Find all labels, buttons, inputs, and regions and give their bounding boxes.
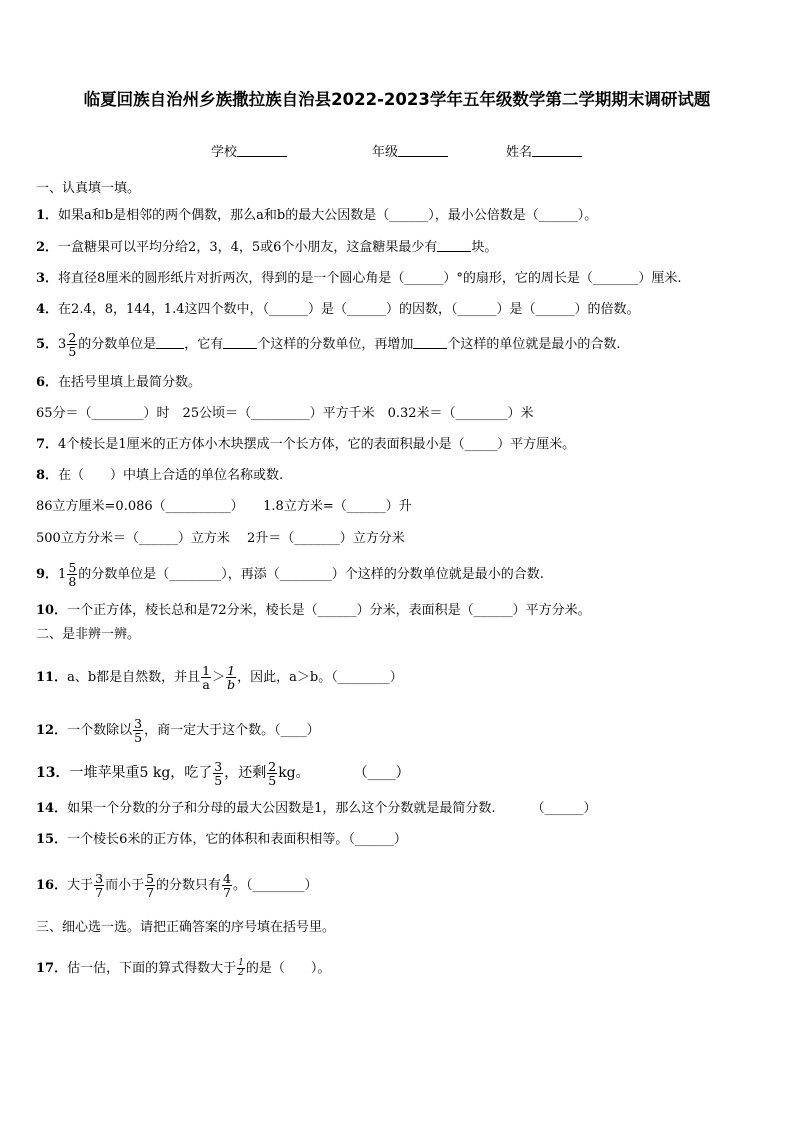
question-11 [36,663,403,693]
question-3 [36,271,681,287]
question-text: 在括号里填上最简分数。 [58,375,202,390]
question-text: 一个数除以 [67,723,133,738]
question-number: 15． [36,832,68,847]
mixed-whole: 1 [58,567,67,582]
question-text: 一盒糖果可以平均分给2，3，4，5或6个小朋友，这盒糖果最少有 [58,240,438,255]
page-title: 临夏回族自治州乡族撒拉族自治县2022-2023学年五年级数学第二学期期末调研试题 [83,90,711,109]
question-9 [36,561,544,588]
question-text: 个这样的分数单位，再增加 [257,337,414,352]
answer-blank[interactable] [437,239,471,252]
question-number: 2． [36,240,59,255]
question-text: 如果a和b是相邻的两个偶数，那么a和b的最大公因数是（______），最小公倍数是（______）。 [58,208,598,223]
question-text-end: ，商一定大于这个数。（____） [144,723,320,738]
mixed-whole: 3 [58,337,67,352]
question-text: 一堆苹果重5 kg，吃了 [69,765,213,781]
question-15 [36,832,407,848]
question-number: 8． [36,468,59,483]
school-label: 学校 [211,145,238,160]
fraction-1-2: $\frac{1}{2}$ [238,958,244,978]
school-field[interactable] [211,141,287,160]
question-text-end: 。（________） [233,878,318,893]
question-number: 5． [36,337,59,352]
question-10 [36,603,591,619]
question-number: 1． [36,208,59,223]
question-14 [36,801,597,817]
question-7 [36,437,575,453]
question-text: 一个棱长6米的正方体，它的体积和表面积相等。（______） [67,832,407,847]
question-text-end: 块。 [471,240,498,255]
question-text: 个这样的单位就是最小的合数. [447,337,621,352]
answer-blank[interactable] [413,336,447,349]
question-8-row-1: 86立方厘米=0.086（__________） 1.8立方米=（______）升 [36,499,412,514]
fraction-2-5: $\frac{2}{5}$ [268,758,277,788]
answer-paren[interactable]: （______） [531,801,597,816]
question-text: kg。 [278,765,310,781]
answer-blank[interactable] [156,336,184,349]
question-number: 10． [36,603,68,618]
question-number: 6． [36,375,59,390]
question-number: 11． [36,670,68,685]
fraction-1-over-a: $\frac{1}{a}$ [202,663,211,692]
student-info-fields [0,141,794,161]
question-text: 将直径8厘米的圆形纸片对折两次，得到的是一个圆心角是（______）°的扇形，它的周长是（_______）厘米. [58,271,682,286]
fraction-3-5: $\frac{3}{5}$ [214,758,223,788]
question-12 [36,717,320,745]
question-number: 7． [36,437,59,452]
section-3-heading: 三、细心选一选。请把正确答案的序号填在括号里。 [36,920,336,935]
fraction-5-7: $\frac{5}{7}$ [146,871,155,900]
answer-paren[interactable]: （____） [353,765,410,781]
question-number: 9． [36,567,59,582]
school-blank[interactable] [237,143,287,157]
fraction-4-7: $\frac{4}{7}$ [223,871,231,900]
question-1 [36,208,597,224]
section-2-heading: 二、是非辨一辨。 [36,627,141,642]
question-6-row: 65分＝（________）时 25公顷＝（_________）平方千米 0.32米＝（________）米 [36,406,534,421]
name-field[interactable] [506,141,582,160]
question-17 [36,957,330,981]
question-8 [36,468,283,484]
question-text: 的分数单位是 [78,337,157,352]
question-13 [36,758,410,788]
mixed-fraction: $\frac{5}{8}$ [68,560,77,589]
question-text: 在2.4，8，144，1.4这四个数中，（______）是（______）的因数，（______）是（______）的倍数。 [58,302,640,317]
question-text-end: 的是（ ）。 [245,961,331,976]
question-number: 12． [36,723,68,738]
question-16 [36,871,318,901]
question-number: 17． [36,961,68,976]
question-number: 13． [36,765,70,781]
grade-blank[interactable] [398,143,448,157]
name-label: 姓名 [506,145,533,160]
question-6 [36,375,201,391]
question-text: 的分数单位是（________），再添（________）个这样的分数单位就是最小的合数. [78,567,544,582]
fraction-1-over-b: $\frac{1}{b}$ [227,663,236,692]
question-2 [36,239,497,256]
question-number: 14． [36,801,68,816]
question-text: 而小于 [105,878,145,893]
mixed-fraction: $\frac{2}{5}$ [68,330,77,359]
question-text-end: ，因此，a＞b。（________） [237,670,403,685]
question-text: 的分数只有 [156,878,222,893]
question-text: ，还剩 [224,765,267,781]
question-text: 在（ ）中填上合适的单位名称或数. [58,468,284,483]
question-4 [36,302,639,318]
question-number: 4． [36,302,59,317]
question-text: a、b都是自然数，并且 [67,670,201,685]
answer-blank[interactable] [223,336,257,349]
grade-field[interactable] [372,141,448,160]
question-5 [36,331,620,358]
name-blank[interactable] [532,143,582,157]
question-8-row-2: 500立方分米＝（______）立方米 2升＝（_______）立方分米 [36,531,405,546]
question-number: 16． [36,878,68,893]
fraction-3-5: $\frac{3}{5}$ [134,716,143,745]
fraction-3-7: $\frac{3}{7}$ [95,871,104,900]
section-1-heading: 一、认真填一填。 [36,181,141,196]
question-text: 估一估，下面的算式得数大于 [67,961,237,976]
question-text: 一个正方体，棱长总和是72分米，棱长是（______）分米，表面积是（______）平方分米。 [67,603,591,618]
question-text: ，它有 [184,337,224,352]
question-number: 3． [36,271,59,286]
question-text: 4个棱长是1厘米的正方体小木块摆成一个长方体，它的表面积最小是（_____）平方厘米。 [58,437,576,452]
greater-than-symbol: ＞ [212,670,226,685]
grade-label: 年级 [372,145,399,160]
question-text: 大于 [67,878,94,893]
question-text: 如果一个分数的分子和分母的最大公因数是1，那么这个分数就是最简分数. [67,801,496,816]
